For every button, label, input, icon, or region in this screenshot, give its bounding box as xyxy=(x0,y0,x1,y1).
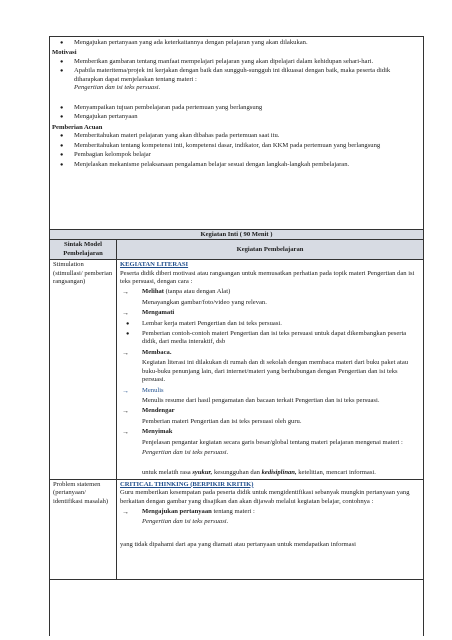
list-item: ● Memberitahukan materi pelajaran yang akan dibahas pada pertemuan saat itu. xyxy=(52,132,420,140)
intro-text: Guru memberikan kesempatan pada peserta didik untuk mengidentifikasi sebanyak mungkin pertanyaan yang berkaitan dengan gambar yang disajikan dan akan dijawab melalui kegiatan belajar, contohnya : xyxy=(120,489,410,505)
list-item: ● Mengajukan pertanyaan xyxy=(52,113,420,121)
step-mengajukan xyxy=(120,508,420,516)
table-title: Kegiatan Inti ( 90 Menit ) xyxy=(50,230,424,240)
step-membaca: → Membaca. xyxy=(120,349,420,357)
section-heading: KEGIATAN LITERASI xyxy=(120,261,189,269)
topic-text: Pengertian dan isi teks persuasi. xyxy=(74,84,161,92)
closing-text: yang tidak dipahami dari apa yang diamati atau pertanyaan untuk mendapatkan informasi xyxy=(120,540,357,548)
step-text: Pemberian materi Pengertian dan isi teks persuasi oleh guru. xyxy=(142,417,302,425)
step-label: Melihat xyxy=(142,288,164,296)
step-text: Penjelasan pengantar kegiatan secara garis besar/global tentang materi pelajaran mengenai materi : xyxy=(142,438,403,446)
step-note: tentang materi : xyxy=(211,507,255,515)
column-header-sintak: Sintak Model Pembelajaran xyxy=(50,240,117,260)
step-menyimak: → Menyimak xyxy=(120,428,420,436)
list-item: ● Memberitahukan tentang kompetensi inti, kompetensi dasar, indikator, dan KKM pada pertemuan yang berlangsung xyxy=(52,142,420,150)
column-header-kegiatan: Kegiatan Pembelajaran xyxy=(117,240,424,260)
list-item: ● Lembar kerja materi Pengertian dan isi teks persuasi. xyxy=(120,320,420,328)
step-text: Menayangkan gambar/foto/video yang relevan. xyxy=(142,298,267,306)
kegiatan-cell xyxy=(117,260,424,480)
step-note: (tanpa atau dengan Alat) xyxy=(163,288,231,296)
pendahuluan-section xyxy=(52,39,420,171)
list-item-text: Apabila materitema/projek ini kerjakan dengan baik dan sungguh-sungguh ini dikuasai dengan baik, maka peserta didik diharapkan dapat menjelaskan tentang materi : xyxy=(74,67,391,83)
sintak-cell: Problem statemen (pertanyaan/ identifikasi masalah) xyxy=(50,479,117,579)
kegiatan-inti-table xyxy=(49,229,424,580)
intro-bullet-list xyxy=(52,39,420,47)
step-text: Kegiatan literasi ini dilakukan di rumah dan di sekolah dengan membaca materi dari buku paket atau buku-buku penunjang lain, dari internet/materi yang berhubungan dengan Pengertian dan isi teks persuasi. xyxy=(142,359,409,384)
list-item: ● Menyampaikan tujuan pembelajaran pada pertemuan yang berlangsung xyxy=(52,104,420,112)
list-item: ● Pemberian contoh-contoh materi Pengertian dan isi teks persuasi untuk dapat dikembangkan peserta didik, dari media interaktif, dsb xyxy=(120,330,420,347)
list-item xyxy=(52,67,420,92)
list-item: ● Memberikan gambaran tentang manfaat mempelajari pelajaran yang akan dipelajari dalam kehidupan sehari-hari. xyxy=(52,58,420,66)
step-text: Menulis resume dari hasil pengamatan dan bacaan terkait Pengertian dan isi teks persuasi. xyxy=(142,396,380,404)
acuan-heading: Pemberian Acuan xyxy=(52,123,103,131)
kegiatan-cell xyxy=(117,479,424,579)
acuan-bullet-list xyxy=(52,132,420,169)
table-row xyxy=(50,260,424,480)
extra-bullet-list xyxy=(52,104,420,122)
topic-text: Pengertian dan isi teks persuasi. xyxy=(142,518,229,526)
intro-text: Peserta didik diberi motivasi atau rangsangan untuk memusatkan perhatian pada topik materi Pengertian dan isi teks persuasi, dengan cara : xyxy=(120,269,415,286)
step-label: Mengajukan pertanyaan xyxy=(142,507,212,515)
step-melihat xyxy=(120,288,420,296)
motivasi-bullet-list xyxy=(52,58,420,93)
list-item: ● Pembagian kelompok belajar xyxy=(52,151,420,159)
motivasi-heading: Motivasi xyxy=(52,49,77,57)
sintak-cell: Stimulation (stimullasi/ pemberian rangsangan) xyxy=(50,260,117,480)
section-heading: CRITICAL THINKING (BERPIKIR KRITIK) xyxy=(120,480,254,488)
topic-text: Pengertian dan isi teks persuasi. xyxy=(142,448,229,456)
step-menulis: → Menulis xyxy=(120,387,420,395)
list-item: ● Menjelaskan mekanisme pelaksanaan pengalaman belajar sesuai dengan langkah-langkah pembelajaran. xyxy=(52,161,420,169)
table-row xyxy=(50,479,424,579)
step-mengamati: → Mengamati xyxy=(120,309,420,317)
step-mendengar: → Mendengar xyxy=(120,407,420,415)
closing-text: untuk melatih rasa syukur, kesungguhan dan kedisiplinan, ketelitian, mencari informasi. xyxy=(142,469,376,477)
list-item: ● Mengajukan pertanyaan yang ada keterkaitannya dengan pelajaran yang akan dilakukan. xyxy=(52,39,420,47)
